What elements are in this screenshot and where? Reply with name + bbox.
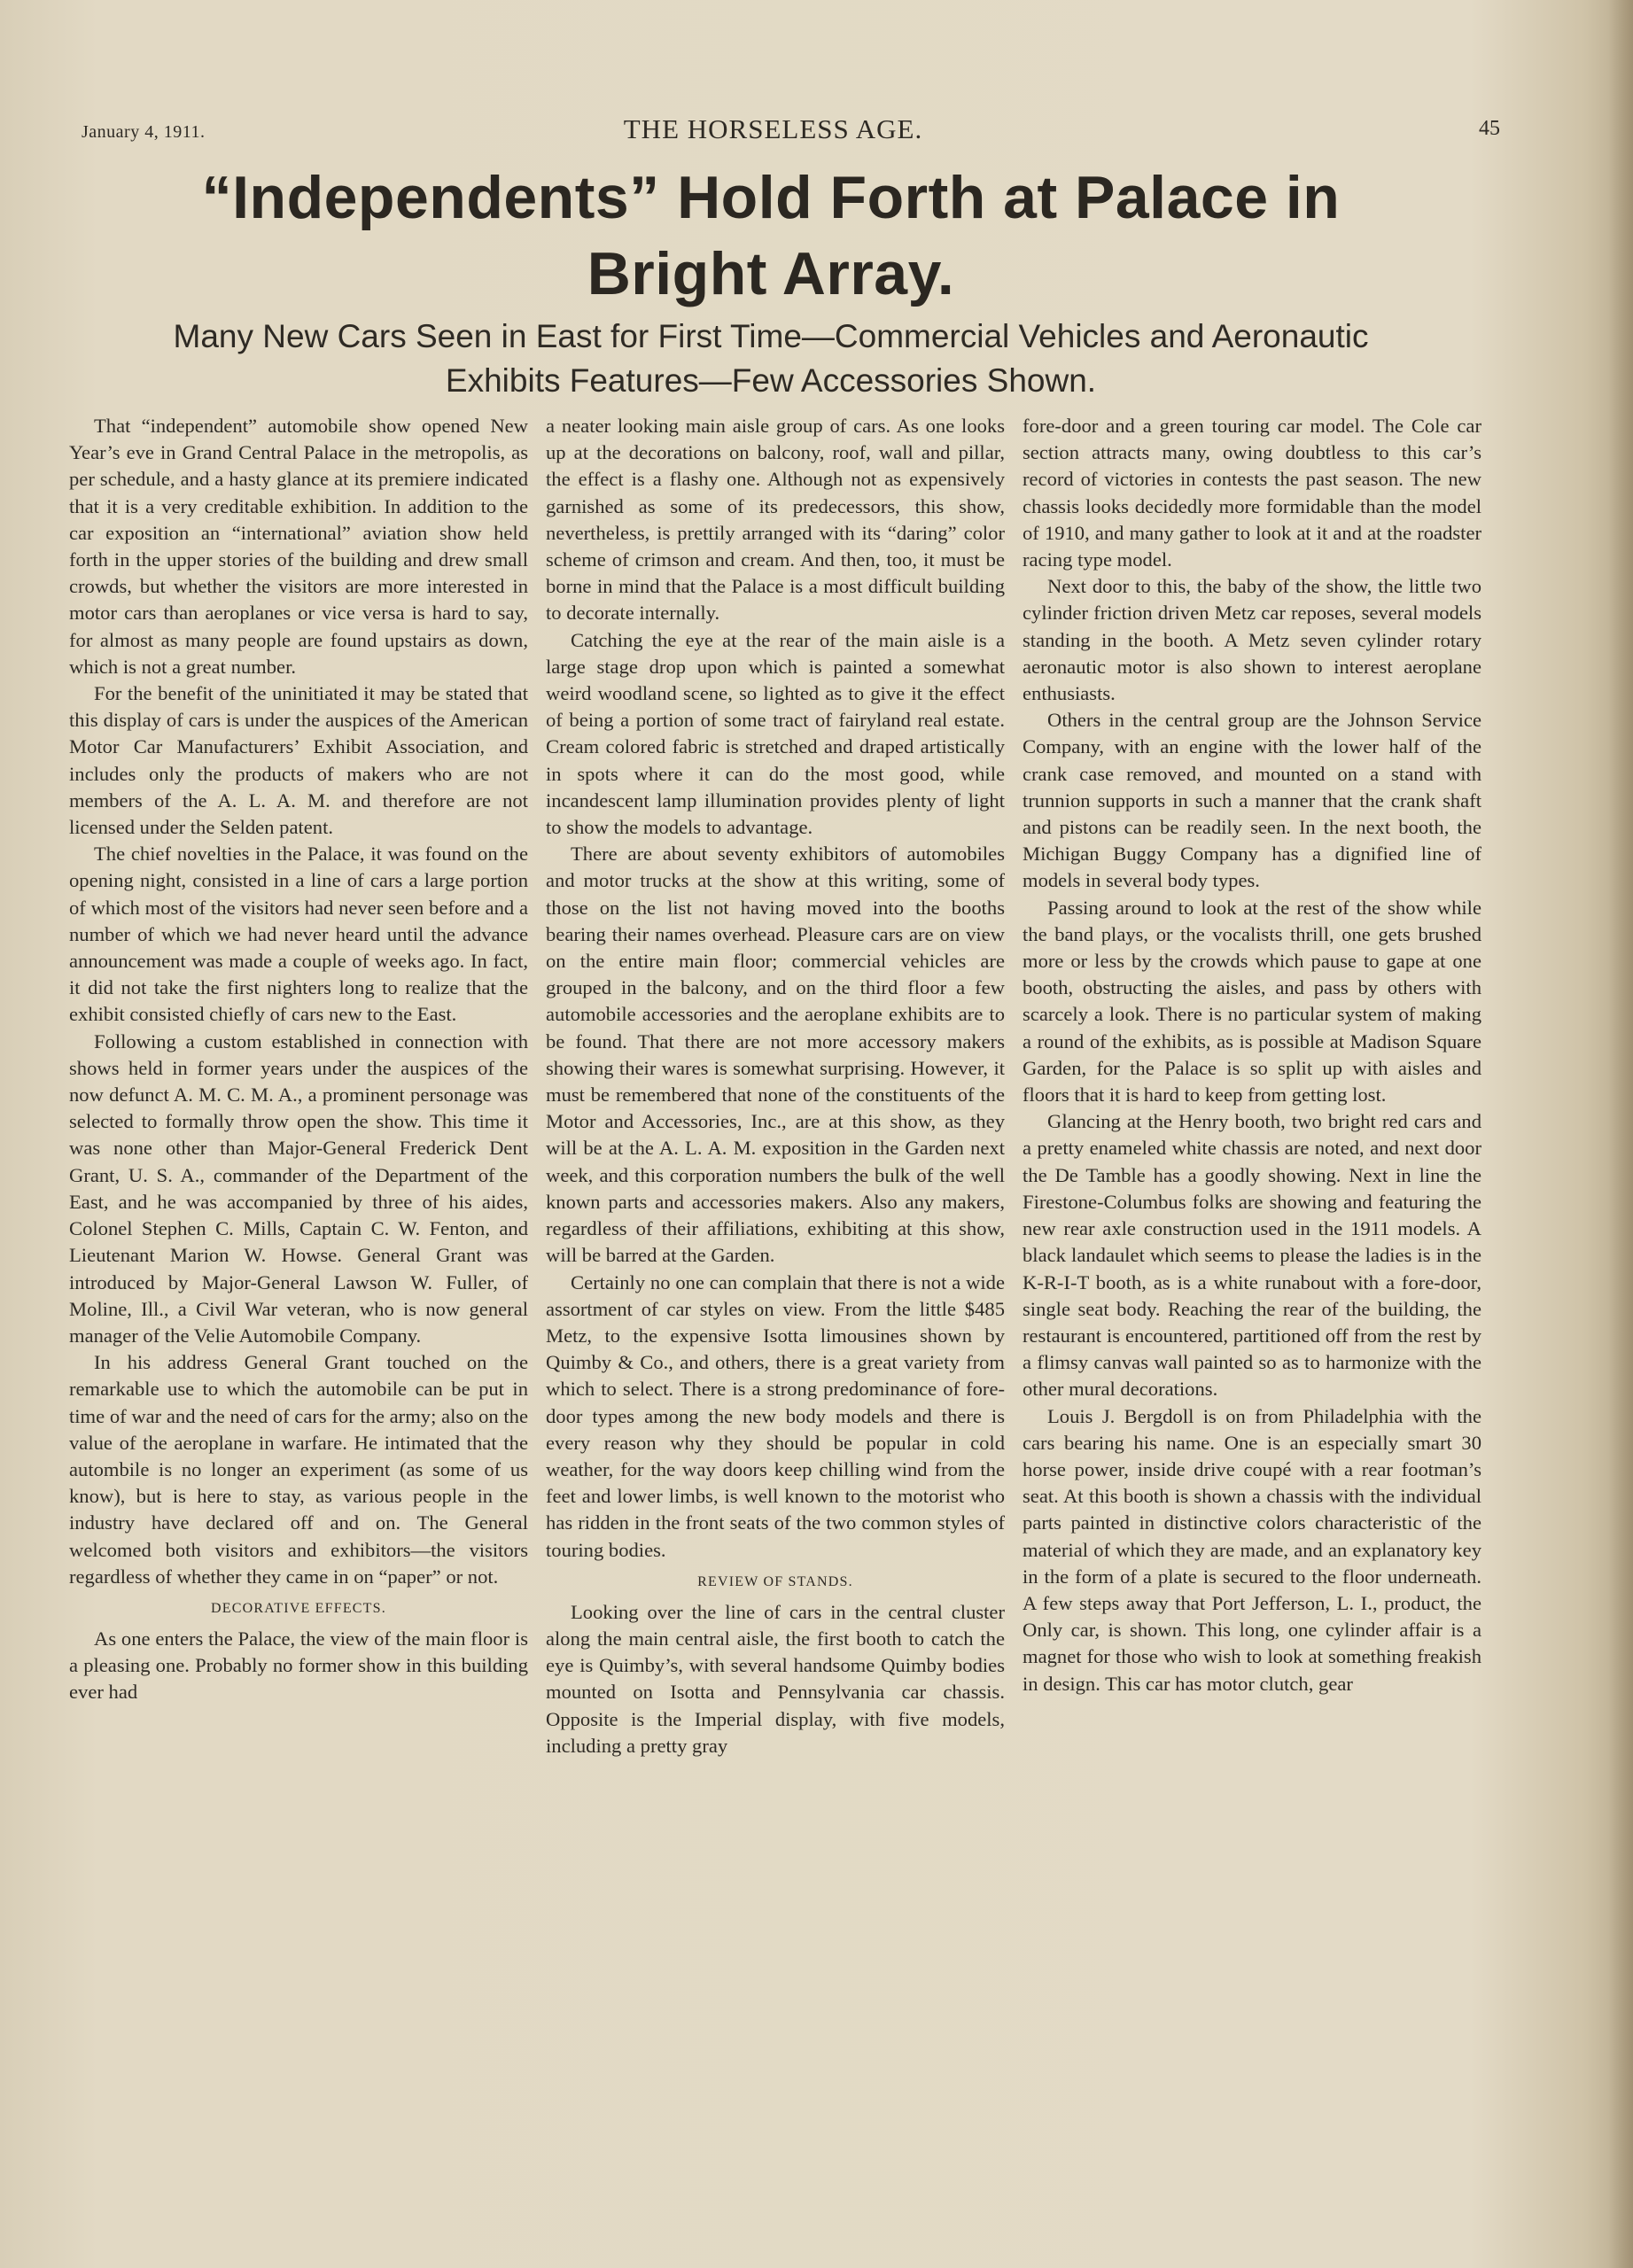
body-paragraph: Glancing at the Henry booth, two bright red cars and a pretty enameled white chassis are noted, and next door the De Tamble has a goodly showing. Next in line the Firestone-Columbus folks are showing and featuring the new rear axle construction used in the 1911 models. A black landaulet which seems to please the ladies is in the K-R-I-T booth, as is a white runabout with a fore-door, single seat body. Reaching the rear of the building, the restaurant is encountered, partitioned off from the rest by a flimsy canvas wall painted so as to harmonize with the other mural decorations. <box>1023 1110 1481 1401</box>
article-headline <box>106 159 1435 312</box>
body-paragraph: Louis J. Bergdoll is on from Philadelphia with the cars bearing his name. One is an especially smart 30 horse power, inside drive coupé with a rear footman’s seat. At this booth is shown a chassis with the individual parts painted in distinctive colors characteristic of the material of which they are made, and an explanatory key in the form of a plate is secured to the floor underneath. A few steps away that Port Jefferson, L. I., product, the Only car, is shown. This long, one cylinder affair is a magnet for those who wish to look at something freakish in design. This car has motor clutch, gear <box>1023 1404 1481 1695</box>
text-column-1 <box>69 413 528 1706</box>
body-paragraph: For the benefit of the uninitiated it may be stated that this display of cars is under the auspices of the American Motor Car Manufacturers’ Exhibit Association, and includes only the products of makers who are not members of the A. L. A. M. and therefore are not licensed under the Selden patent. <box>69 682 528 839</box>
body-paragraph: a neater looking main aisle group of cars. As one looks up at the decorations on balcony, roof, wall and pillar, the effect is a flashy one. Although not as expensively garnished as some of its predecessors, this show, nevertheless, is prettily arranged with its “daring” color scheme of crimson and cream. And then, too, it must be borne in mind that the Palace is a most difficult building to decorate internally. <box>546 415 1005 625</box>
body-paragraph: Next door to this, the baby of the show, the little two cylinder friction driven Metz car reposes, several models standing in the booth. A Metz seven cylinder rotary aeronautic motor is also shown to interest aeroplane enthusiasts. <box>1023 575 1481 705</box>
text-column-2 <box>546 413 1005 1759</box>
body-paragraph: The chief novelties in the Palace, it was found on the opening night, consisted in a line of cars a large portion of which most of the visitors had never seen before and a number of which we had never heard until the advance announcement was made a couple of weeks ago. In fact, it did not take the first nighters long to realize that the exhibit consisted chiefly of cars new to the East. <box>69 843 528 1026</box>
body-paragraph: There are about seventy exhibitors of automobiles and motor trucks at the show at this writing, some of those on the list not having moved into the booths bearing their names overhead. Pleasure cars are on view on the entire main floor; commercial vehicles are grouped in the balcony, and on the third floor a few automobile accessories and the aeroplane exhibits are to be found. That there are not more accessory makers showing their wares is somewhat surprising. However, it must be remembered that none of the constituents of the Motor and Accessories, Inc., are at this show, as they will be at the A. L. A. M. exposition in the Garden next week, and this corporation numbers the bulk of the well known parts and accessories makers. Also any makers, regardless of their affiliations, exhibiting at this show, will be barred at the Garden. <box>546 843 1005 1267</box>
body-paragraph: That “independent” automobile show opened New Year’s eve in Grand Central Palace in the metropolis, as per schedule, and a hasty glance at its premiere indicated that it is a very creditable exhibition. In addition to the car exposition an “international” aviation show held forth in the upper stories of the building and drew small crowds, but whether the visitors are more interested in motor cars than aeroplanes or vice versa is hard to say, for almost as many people are found upstairs as down, which is not a great number. <box>69 415 528 678</box>
subhead-line-2: Exhibits Features—Few Accessories Shown. <box>445 362 1097 399</box>
page-number: 45 <box>1479 117 1500 140</box>
body-paragraph: As one enters the Palace, the view of the main floor is a pleasing one. Probably no former show in this building ever had <box>69 1627 528 1704</box>
section-heading: DECORATIVE EFFECTS. <box>211 1600 386 1616</box>
body-paragraph: In his address General Grant touched on the remarkable use to which the automobile can be put in time of war and the need of cars for the army; also on the value of the aeroplane in warfare. He intimated that the autombile is no longer an experiment (as some of us know), but is here to stay, as various people in the industry have declared off and on. The General welcomed both visitors and exhibitors—the visitors regardless of whether they came in on “paper” or not. <box>69 1351 528 1588</box>
article-subhead <box>89 315 1453 403</box>
section-heading: REVIEW OF STANDS. <box>697 1573 853 1589</box>
page-edge-shadow <box>1608 0 1633 2268</box>
subhead-line-1: Many New Cars Seen in East for First Time—Commercial Vehicles and Aeronautic <box>173 318 1369 354</box>
publication-title: THE HORSELESS AGE. <box>623 113 923 144</box>
running-head <box>82 113 1500 149</box>
body-paragraph: Others in the central group are the Johnson Service Company, with an engine with the lower half of the crank case removed, and mounted on a stand with trunnion supports in such a manner that the crank shaft and pistons can be readily seen. In the next booth, the Michigan Buggy Company has a dignified line of models in several body types. <box>1023 709 1481 892</box>
text-column-3 <box>1023 413 1481 1697</box>
body-paragraph: Following a custom established in connection with shows held in former years under the auspices of the now defunct A. M. C. M. A., a prominent personage was selected to formally throw open the show. This time it was none other than Major-General Frederick Dent Grant, U. S. A., commander of the Department of the East, and he was accompanied by three of his aides, Colonel Stephen C. Mills, Captain C. W. Fenton, and Lieutenant Marion W. Howse. General Grant was introduced by Major-General Lawson W. Fuller, of Moline, Ill., a Civil War veteran, who is now general manager of the Velie Automobile Company. <box>69 1029 528 1347</box>
body-paragraph: Catching the eye at the rear of the main aisle is a large stage drop upon which is painted a somewhat weird woodland scene, so lighted as to give it the effect of being a portion of some tract of fairyland real estate. Cream colored fabric is stretched and draped artistically in spots where it can do the most good, while incandescent lamp illumination provides plenty of light to show the models to advantage. <box>546 628 1005 839</box>
body-paragraph: fore-door and a green touring car model. The Cole car section attracts many, owing doubtless to this car’s record of victories in contests the past season. The new chassis looks decidedly more formidable than the model of 1910, and many gather to look at it and at the roadster racing type model. <box>1023 415 1481 571</box>
headline-line-1: “Independents” Hold Forth at Palace in <box>201 164 1341 231</box>
body-paragraph: Passing around to look at the rest of the show while the band plays, or the vocalists thrill, one gets brushed more or less by the crowds which pause to gape at one booth, obstructing the aisles, and pass by others with scarcely a look. There is no particular system of making a round of the exhibits, as is possible at Madison Square Garden, for the Palace is so split up with aisles and floors that it is hard to keep from getting lost. <box>1023 896 1481 1107</box>
issue-date: January 4, 1911. <box>82 122 206 142</box>
body-paragraph: Looking over the line of cars in the central cluster along the main central aisle, the first booth to catch the eye is Quimby’s, with several handsome Quimby bodies mounted on Isotta and Pennsylvania car chassis. Opposite is the Imperial display, with five models, including a pretty gray <box>546 1600 1005 1757</box>
headline-line-2: Bright Array. <box>587 240 955 307</box>
body-paragraph: Certainly no one can complain that there is not a wide assortment of car styles on view. From the little $485 Metz, to the expensive Isotta limousines shown by Quimby & Co., and others, there is a great variety from which to select. There is a strong predominance of fore-door types among the new body models and there is every reason why they should be popular in cold weather, for the way doors keep chilling wind from the feet and lower limbs, is well known to the motorist who has ridden in the front seats of the two common styles of touring bodies. <box>546 1270 1005 1561</box>
